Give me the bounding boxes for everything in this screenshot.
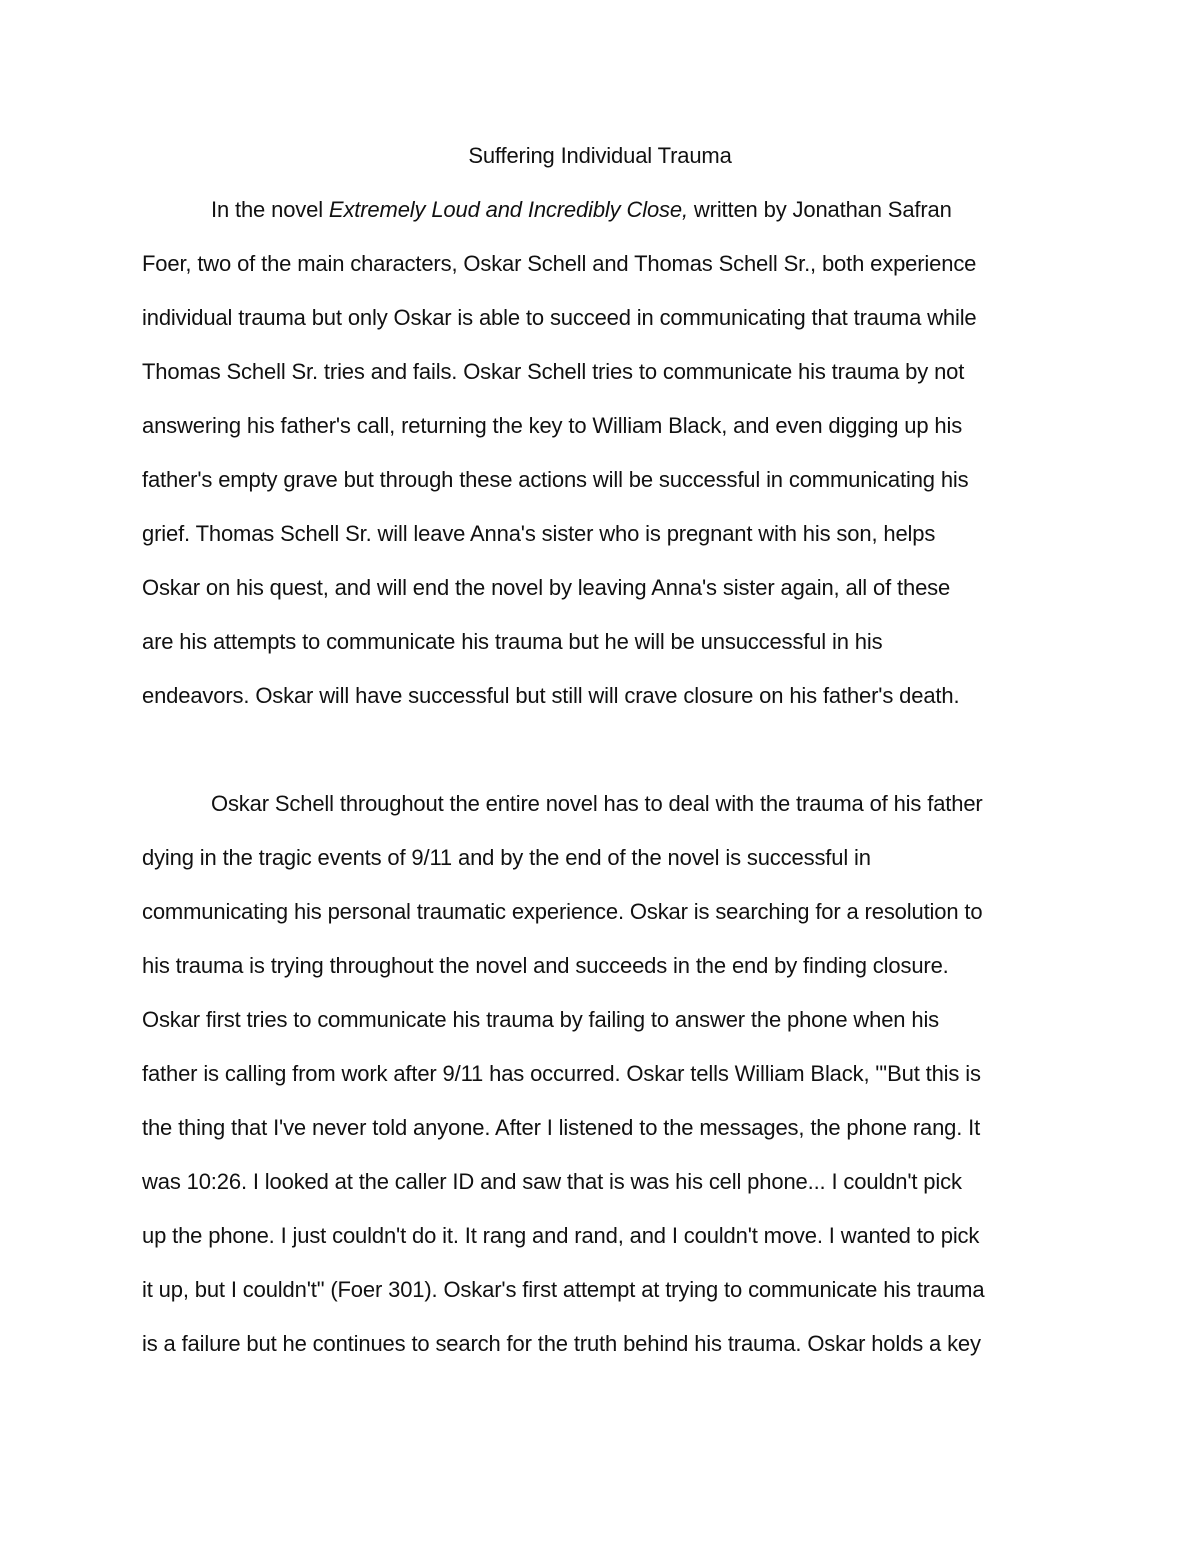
document-title: Suffering Individual Trauma — [468, 143, 732, 168]
paragraph-2-line: it up, but I couldn't" (Foer 301). Oskar's first attempt at trying to communicate his trauma — [142, 1277, 985, 1302]
paragraph-2-line: father is calling from work after 9/11 has occurred. Oskar tells William Black, "'But this is — [142, 1061, 981, 1086]
paragraph-1-line: Oskar on his quest, and will end the novel by leaving Anna's sister again, all of these — [142, 575, 951, 600]
paragraph-1-line: answering his father's call, returning the key to William Black, and even digging up his — [142, 413, 963, 438]
paragraph-2-line: Oskar first tries to communicate his trauma by failing to answer the phone when his — [142, 1007, 940, 1032]
text-segment: written by Jonathan Safran — [687, 197, 952, 222]
paragraph-2-line: his trauma is trying throughout the novel and succeeds in the end by finding closure. — [142, 953, 949, 978]
paragraph-1-line-1 — [211, 195, 952, 225]
paragraph-1-line: father's empty grave but through these actions will be successful in communicating his — [142, 467, 969, 492]
paragraph-2-line: Oskar Schell throughout the entire novel has to deal with the trauma of his father — [211, 791, 983, 816]
paragraph-1-line: are his attempts to communicate his trauma but he will be unsuccessful in his — [142, 629, 883, 654]
text-segment: In the novel — [211, 197, 329, 222]
novel-title-italic: Extremely Loud and Incredibly Close, — [328, 197, 688, 222]
paragraph-2-line: was 10:26. I looked at the caller ID and saw that is was his cell phone... I couldn't pick — [142, 1169, 962, 1194]
paragraph-2-line: dying in the tragic events of 9/11 and by the end of the novel is successful in — [142, 845, 871, 870]
paragraph-2-line: is a failure but he continues to search for the truth behind his trauma. Oskar holds a key — [142, 1331, 981, 1356]
paragraph-1-line: individual trauma but only Oskar is able to succeed in communicating that trauma while — [142, 305, 977, 330]
paragraph-2-line: up the phone. I just couldn't do it. It rang and rand, and I couldn't move. I wanted to pick — [142, 1223, 980, 1248]
paragraph-1-line: Thomas Schell Sr. tries and fails. Oskar Schell tries to communicate his trauma by not — [142, 359, 965, 384]
paragraph-2-line: communicating his personal traumatic experience. Oskar is searching for a resolution to — [142, 899, 983, 924]
paragraph-1-line: endeavors. Oskar will have successful but still will crave closure on his father's death. — [142, 683, 960, 708]
paragraph-2-line: the thing that I've never told anyone. After I listened to the messages, the phone rang. It — [142, 1115, 981, 1140]
paragraph-1-line: Foer, two of the main characters, Oskar Schell and Thomas Schell Sr., both experience — [142, 251, 977, 276]
paragraph-1-line: grief. Thomas Schell Sr. will leave Anna's sister who is pregnant with his son, helps — [142, 521, 936, 546]
